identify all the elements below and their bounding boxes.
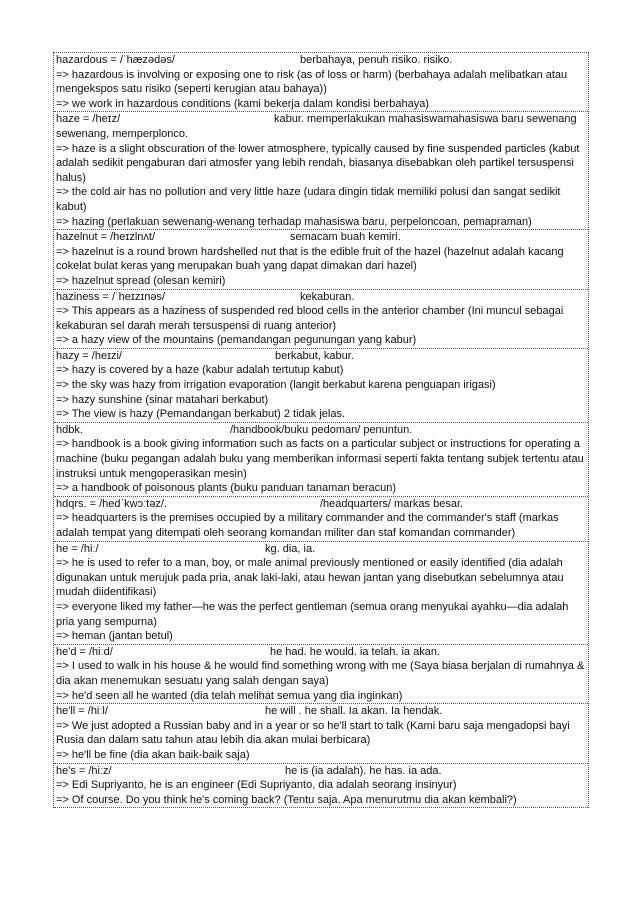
entry-term: he = /hiː/: [56, 542, 99, 555]
entry-head: [56, 497, 586, 512]
entry-example: => he is used to refer to a man, boy, or male animal previously mentioned or easily identified (dia adalah digunakan untuk merujuk pada pria, anak laki-laki, atau hewan jantan yang disebutkan sebelumnya atau mudah diidentifikasi): [56, 557, 564, 599]
entry-example: => We just adopted a Russian baby and in a year or so he'll start to talk (Kami baru saja mengadopsi bayi Rusia dan dalam satu tahun atau lebih dia akan mulai berbicara): [56, 719, 570, 747]
entry-translation: kg. dia, ia.: [265, 542, 316, 555]
entry-hdqrs: [54, 497, 588, 542]
entry-term: haze = /heɪz/: [56, 113, 121, 126]
entry-hazy: [54, 349, 588, 423]
entry-translation: semacam buah kemiri.: [290, 231, 401, 244]
entry-head: [56, 230, 586, 245]
entry-hdbk: [54, 423, 588, 497]
entry-head: [56, 53, 586, 68]
entry-head: [56, 423, 586, 438]
entry-term: haziness = /ˈheɪzɪnəs/: [56, 290, 166, 303]
entry-head: [56, 290, 586, 305]
entry-hazelnut: [54, 230, 588, 289]
entry-example: => a hazy view of the mountains (pemandangan pegunungan yang kabur): [56, 334, 417, 347]
entry-translation: kekaburan.: [300, 290, 355, 303]
entry-translation: berbahaya, penuh risiko. risiko.: [300, 54, 453, 66]
entry-hell: [54, 704, 588, 763]
entry-translation: he will . he shall. Ia akan. Ia hendak.: [265, 705, 443, 718]
entry-haze: [54, 112, 588, 230]
entry-term: hazardous = /ˈhæzədəs/: [56, 54, 175, 66]
entry-head: [56, 645, 586, 660]
entry-term: hdbk.: [56, 423, 83, 436]
entry-example: => we work in hazardous conditions (kami bekerja dalam kondisi berbahaya): [56, 97, 429, 110]
entry-term: hazelnut = /heɪzlnʌt/: [56, 231, 156, 244]
entry-head: [56, 542, 586, 557]
entry-head: [56, 112, 586, 141]
entry-translation: berkabut, kabur.: [275, 349, 354, 362]
entry-translation: he is (ia adalah). he has. ia ada.: [285, 764, 442, 777]
entry-translation: /headquarters/ markas besar.: [320, 497, 464, 510]
entry-example: => haze is a slight obscuration of the lower atmosphere, typically caused by fine suspended particles (kabut adalah sedikit pengaburan dari atmosfer yang lebih rendah, biasanya disebabkan oleh partikel tersuspensi halus): [56, 142, 580, 184]
entry-example: => handbook is a book giving information such as facts on a particular subject or instructions for operating a machine (buku pegangan adalah buku yang memberikan informasi seperti fakta tentang subjek tertentu atau instruksi untuk mengoperasikan mesin): [56, 438, 584, 480]
entry-example: => a handbook of poisonous plants (buku panduan tanaman beracun): [56, 482, 397, 495]
entry-hazardous: [54, 53, 588, 112]
entry-term: hdqrs. = /hedˈkwɔːtəz/.: [56, 497, 167, 510]
entry-example: => Edi Supriyanto, he is an engineer (Edi Supriyanto, dia adalah seorang insinyur): [56, 779, 457, 792]
entry-example: => hazelnut spread (olesan kemiri): [56, 274, 226, 287]
entry-haziness: [54, 290, 588, 349]
entry-head: [56, 349, 586, 364]
entry-example: => headquarters is the premises occupied by a military commander and the commander's staff (markas adalah tempat yang ditempati oleh seorang komandan militer dan staf komandan commander): [56, 512, 559, 539]
entry-example: => hazardous is involving or exposing one to risk (as of loss or harm) (berbahaya adalah melibatkan atau mengekspos satu risiko (seperti kerugian atau bahaya)): [56, 68, 568, 96]
entry-example: => Of course. Do you think he's coming back? (Tentu saja. Apa menurutmu dia akan kembali?): [56, 793, 517, 806]
entry-example: => the sky was hazy from irrigation evaporation (langit berkabut karena penguapan irigasi): [56, 379, 496, 392]
entry-hed: [54, 645, 588, 704]
entry-example: => I used to walk in his house & he would find something wrong with me (Saya biasa berjalan di rumahnya & dia akan menemukan sesuatu yang salah dengan saya): [56, 660, 585, 687]
entry-term: he's = /hiːz/: [56, 764, 112, 777]
entry-example: => hazing (perlakuan sewenang-wenang terhadap mahasiswa baru, perpeloncoan, pemapraman): [56, 215, 532, 228]
entry-hes: [54, 764, 588, 809]
entry-example: => This appears as a haziness of suspended red blood cells in the anterior chamber (Ini muncul sebagai kekaburan sel darah merah tersuspensi di ruang anterior): [56, 305, 564, 332]
entry-translation: kabur. memperlakukan mahasiswamahasiswa baru sewenang sewenang, memperplonco.: [56, 113, 577, 140]
entry-example: => everyone liked my father—he was the perfect gentleman (semua orang menyukai ayahku—dia adalah pria yang sempurna): [56, 600, 569, 628]
entry-head: [56, 704, 586, 719]
entry-example: => The view is hazy (Pemandangan berkabut) 2 tidak jelas.: [56, 408, 346, 421]
entry-term: he'd = /hiːd/: [56, 645, 113, 658]
entry-example: => he'll be fine (dia akan baik-baik saja): [56, 748, 250, 761]
entry-translation: /handbook/buku pedoman/ penuntun.: [230, 423, 413, 436]
entry-he: [54, 542, 588, 645]
entry-example: => heman (jantan betul): [56, 630, 173, 643]
dictionary-sheet: [53, 52, 589, 808]
entry-example: => hazy sunshine (sinar matahari berkabut): [56, 393, 269, 406]
entry-term: he'll = /hiːl/: [56, 705, 108, 718]
entry-example: => the cold air has no pollution and very little haze (udara dingin tidak memiliki polusi dan sangat sedikit kabut): [56, 186, 561, 213]
entry-example: => hazy is covered by a haze (kabur adalah tertutup kabut): [56, 364, 344, 377]
entry-head: [56, 764, 586, 779]
entry-example: => hazelnut is a round brown hardshelled nut that is the edible fruit of the hazel (hazelnut adalah kacang cokelat bulat keras yang merupakan buah yang dapat dimakan dari hazel): [56, 245, 564, 273]
entry-translation: he had. he would. ia telah. ia akan.: [270, 645, 441, 658]
entry-example: => he'd seen all he wanted (dia telah melihat semua yang dia inginkan): [56, 689, 403, 702]
entry-term: hazy = /heɪzi/: [56, 349, 122, 362]
